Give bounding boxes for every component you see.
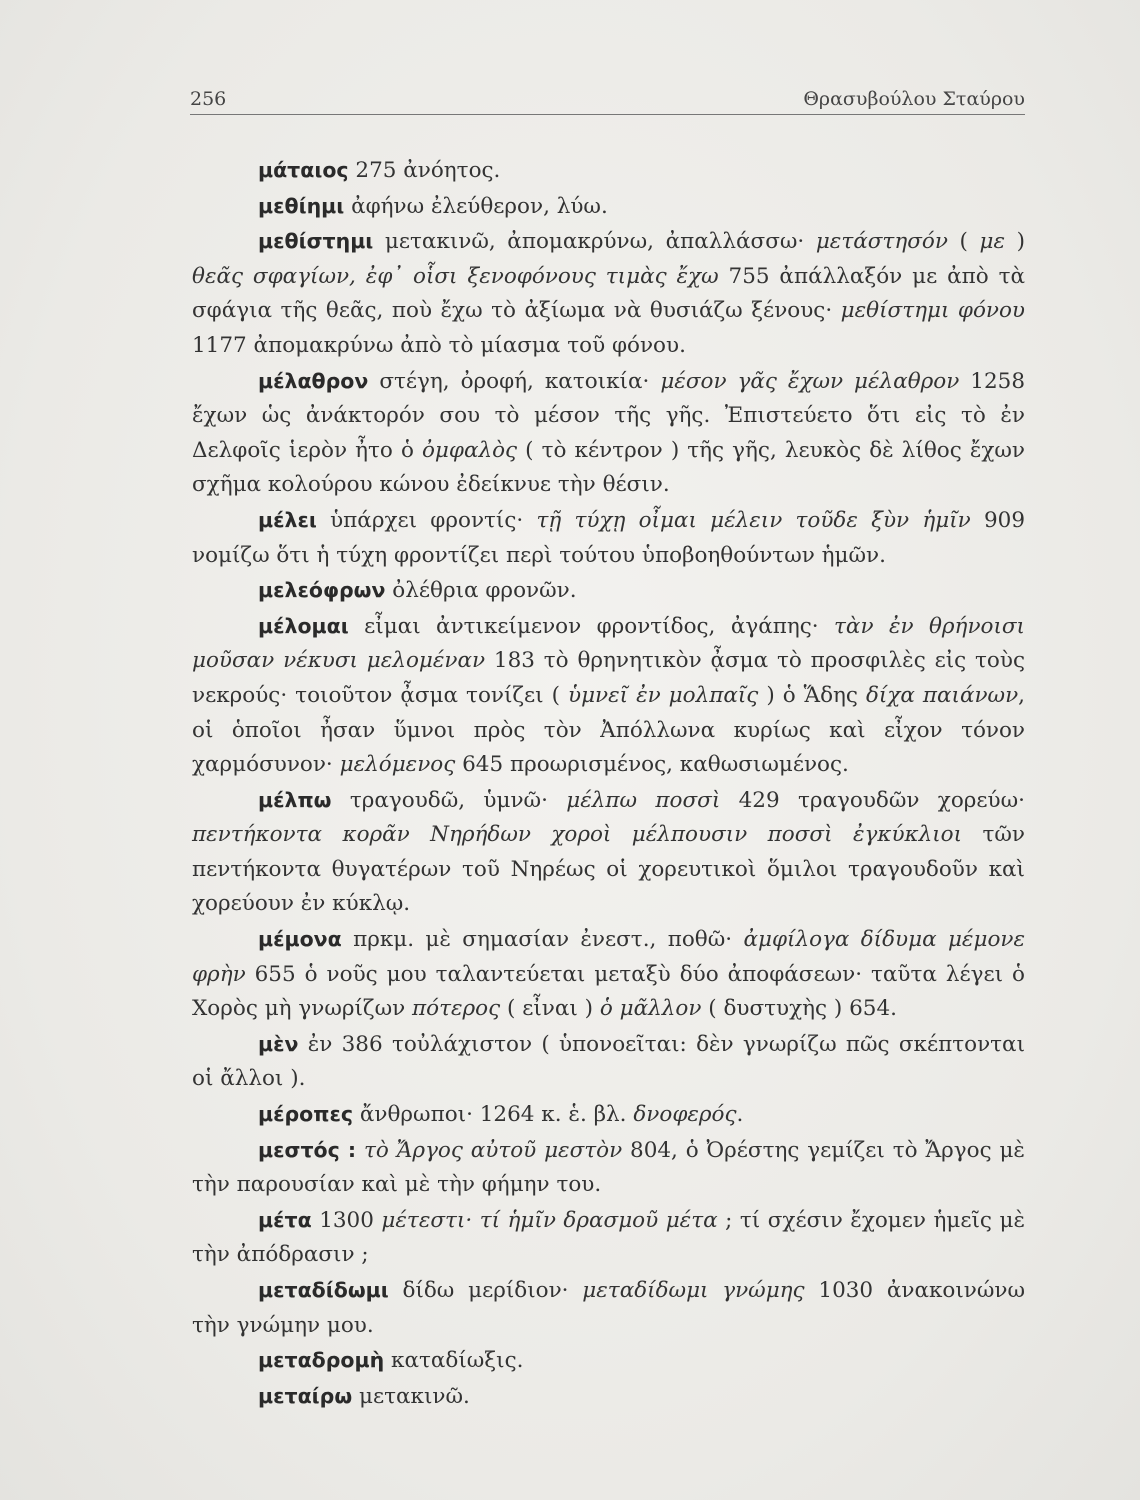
glossary-entry: [192, 364, 1025, 503]
quotation-italic: τὸ Ἄργος αὐτοῦ μεστὸν: [363, 1137, 623, 1163]
glossary-entry: [192, 609, 1025, 783]
glossary-entries: [192, 153, 1025, 1414]
glossary-entry: [192, 1379, 1025, 1415]
glossary-entry: [192, 1203, 1025, 1273]
definition-text: τραγουδῶ, ὑμνῶ·: [331, 787, 567, 813]
headword: μεθίημι: [258, 193, 345, 218]
definition-text: ἄνθρωποι· 1264 κ. ἑ. βλ.: [353, 1102, 634, 1128]
definition-text: 804, ὁ Ὀρέστης γεμίζει τὸ Ἄργος μὲ τὴν παρουσίαν καὶ μὲ τὴν φήμην του.: [192, 1137, 1025, 1198]
quotation-italic: μέτεστι· τί ἡμῖν δρασμοῦ μέτα: [381, 1207, 718, 1233]
headword: μέροπες: [258, 1102, 354, 1127]
quotation-italic: πεντήκοντα κορᾶν Νηρήδων χοροὶ μέλπουσιν ποσσὶ ἐγκύκλιοι: [192, 822, 963, 848]
headword: μέλει: [258, 507, 317, 532]
quotation-italic: τῇ τύχῃ οἶμαι μέλειν τοῦδε ξὺν ἡμῖν: [536, 507, 971, 533]
quotation-italic: μετάστησόν: [815, 229, 948, 255]
definition-text: στέγη, ὀροφή, κατοικία·: [368, 368, 661, 394]
definition-text: 755 ἀπάλλαξόν με ἀπὸ τὰ σφάγια τῆς θεᾶς, ποὺ ἔχω τὸ ἀξίωμα νὰ θυσιάζω ξένους·: [192, 263, 1026, 324]
glossary-entry: [192, 573, 1025, 609]
definition-text: μετακινῶ, ἀπομακρύνω, ἀπαλλάσσω·: [373, 229, 816, 255]
definition-text: 275 ἀνόητος.: [348, 158, 501, 183]
quotation-italic: μέλπω ποσσὶ: [566, 787, 721, 813]
definition-text: 1177 ἀπομακρύνω ἀπὸ τὸ μίασμα τοῦ φόνου.: [192, 332, 686, 358]
glossary-entry: [192, 1027, 1025, 1097]
quotation-italic: μελόμενος: [339, 752, 456, 778]
headword: μέλαθρον: [258, 368, 369, 393]
glossary-entry: [192, 224, 1025, 363]
glossary-entry: [192, 1273, 1025, 1343]
definition-text: 1030 ἀνακοινώνω τὴν γνώμην μου.: [192, 1278, 1025, 1338]
definition-text: ἐν 386 τοὐλάχιστον ( ὑπονοεῖται: δὲν γνωρίζω πῶς σκέπτονται οἱ ἄλλοι ).: [192, 1031, 1025, 1092]
glossary-entry: [192, 1343, 1025, 1379]
definition-text: ): [1005, 229, 1025, 255]
definition-text: 645 προωρισμένος, καθωσιωμένος.: [455, 752, 849, 778]
definition-text: 1300: [311, 1207, 382, 1233]
definition-text: ( δυστυχὴς ) 654.: [701, 996, 897, 1022]
glossary-entry: [192, 1097, 1025, 1133]
headword: μέλπω: [258, 787, 332, 812]
definition-text: 655 ὁ νοῦς μου ταλαντεύεται μεταξὺ δύο ἀποφάσεων· ταῦτα λέγει ὁ Χορὸς μὴ γνωρίζων: [192, 961, 1025, 1022]
quotation-italic: πότερος: [412, 996, 501, 1022]
definition-text: [356, 1138, 364, 1163]
quotation-italic: ὀμφαλὸς: [421, 437, 518, 463]
definition-text: δίδω μερίδιον·: [388, 1278, 583, 1303]
headword: μεταίρω: [258, 1383, 353, 1408]
quotation-italic: τὰν ἐν θρήνοισι μοῦσαν νέκυσι μελομέναν: [192, 613, 1025, 674]
definition-text: ὀλέθρια φρονῶν.: [385, 578, 577, 604]
definition-text: τῶν πεντήκοντα θυγατέρων τοῦ Νηρέως οἱ χορευτικοὶ ὅμιλοι τραγουδοῦν καὶ χορεύουν ἐν κύκλῳ.: [192, 822, 1025, 917]
quotation-italic: με: [979, 229, 1005, 255]
definition-text: ) ὁ Ἅδης: [758, 682, 866, 708]
definition-text: 429 τραγουδῶν χορεύω·: [720, 787, 1025, 813]
running-head: Θρασυβούλου Σταύρου: [803, 88, 1025, 110]
quotation-italic: μεθίστημι φόνου: [840, 298, 1026, 324]
glossary-entry: [192, 922, 1025, 1027]
quotation-italic: μέσον γᾶς ἔχων μέλαθρον: [660, 368, 960, 394]
definition-text: εἶμαι ἀντικείμενον φροντίδος, ἀγάπης·: [348, 613, 835, 639]
definition-text: 1258 ἔχων ὡς ἀνάκτορόν σου τὸ μέσον τῆς γῆς. Ἐπιστεύετο ὅτι εἰς τὸ ἐν Δελφοῖς ἱερὸν ἦτο ὁ: [192, 368, 1025, 463]
glossary-entry: [192, 153, 1025, 189]
glossary-entry: [192, 1133, 1025, 1203]
page-header: [190, 84, 1025, 115]
definition-text: ( τὸ κέντρον ) τῆς γῆς, λευκὸς δὲ λίθος ἔχων σχῆμα κολούρου κώνου ἐδείκνυε τὴν θέσιν.: [192, 437, 1025, 498]
definition-text: (: [947, 229, 980, 255]
definition-text: μετακινῶ.: [352, 1383, 470, 1409]
definition-text: , οἱ ὁποῖοι ἦσαν ὕμνοι πρὸς τὸν Ἀπόλλωνα κυρίως καὶ εἶχον τόνον χαρμόσυνον·: [192, 682, 1026, 778]
headword: μέλομαι: [258, 613, 349, 638]
quotation-italic: δίχα παιάνων: [865, 682, 1019, 708]
headword: μεταδίδωμι: [258, 1278, 389, 1302]
quotation-italic: ὑμνεῖ ἐν μολπαῖς: [568, 682, 759, 708]
definition-text: ὑπάρχει φροντίς·: [316, 507, 537, 533]
headword: μεστός :: [258, 1137, 357, 1162]
definition-text: καταδίωξις.: [384, 1348, 524, 1374]
headword: μεταδρομὴ: [258, 1348, 385, 1373]
quotation-italic: ὁ μᾶλλον: [599, 996, 702, 1022]
headword: μελεόφρων: [258, 578, 386, 603]
quotation-italic: θεᾶς σφαγίων, ἐφ᾽ οἷσι ξενοφόνους τιμὰς ἔχω: [192, 263, 719, 289]
definition-text: ( εἶναι ): [500, 996, 600, 1022]
definition-text: .: [736, 1102, 744, 1128]
definition-text: 183 τὸ θρηνητικὸν ᾆσμα τὸ προσφιλὲς εἰς τοὺς νεκρούς· τοιοῦτον ᾆσμα τονίζει (: [192, 648, 1025, 708]
glossary-entry: [192, 783, 1025, 922]
definition-text: 909 νομίζω ὅτι ἡ τύχη φροντίζει περὶ τούτου ὑποβοηθούντων ἡμῶν.: [192, 507, 1025, 568]
glossary-entry: [192, 503, 1025, 573]
headword: μεθίστημι: [258, 229, 374, 254]
quotation-italic: ἀμφίλογα δίδυμα μέμονε φρὴν: [192, 927, 1025, 987]
quotation-italic: μεταδίδωμι γνώμης: [582, 1278, 805, 1303]
definition-text: ἀφήνω ἐλεύθερον, λύω.: [344, 193, 608, 219]
quotation-italic: δνοφερός: [633, 1102, 737, 1128]
definition-text: ; τί σχέσιν ἔχομεν ἡμεῖς μὲ τὴν ἀπόδρασιν ;: [192, 1207, 1025, 1268]
page-number: 256: [190, 88, 227, 110]
headword: μὲν: [258, 1031, 299, 1056]
headword: μάταιος: [258, 158, 349, 182]
headword: μέμονα: [258, 927, 342, 952]
glossary-entry: [192, 189, 1025, 225]
headword: μέτα: [258, 1207, 312, 1232]
definition-text: πρκμ. μὲ σημασίαν ἐνεστ., ποθῶ·: [341, 927, 744, 953]
